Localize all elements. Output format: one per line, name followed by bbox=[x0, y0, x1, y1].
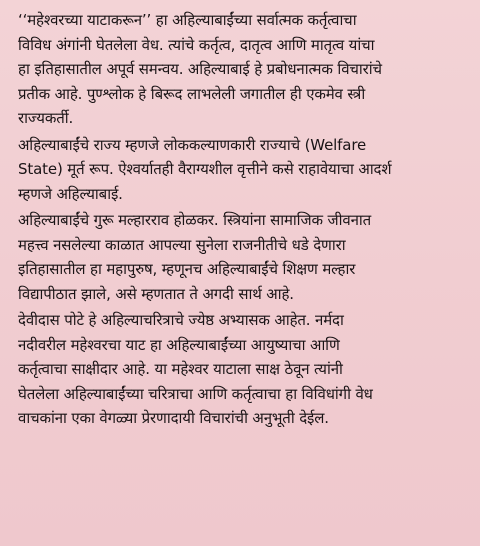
text-line: विविध अंगांनी घेतलेला वेध. त्यांचे कर्तृत्व, दातृत्व आणि मातृत्व यांचा bbox=[18, 35, 375, 54]
paragraph-book-intro bbox=[18, 8, 466, 131]
text-line: अहिल्याबाईंचे राज्य म्हणजे लोककल्याणकारी राज्याचे (Welfare bbox=[18, 135, 367, 154]
text-line: घेतलेला अहिल्याबाईंच्या चरित्राचा आणि कर्तृत्वाचा हा विविधांगी वेध bbox=[18, 384, 373, 403]
paragraph-author bbox=[18, 308, 466, 431]
text-line: राज्यकर्ती. bbox=[18, 109, 74, 127]
text-line: ‘‘महेश्वरच्या याटाकरून’’ हा अहिल्याबाईंच्या सर्वात्मक कर्तृत्वाचा bbox=[18, 11, 357, 29]
text-line: हा इतिहासातील अपूर्व समन्वय. अहिल्याबाई हे प्रबोधनात्मक विचारांचे bbox=[18, 60, 382, 78]
text-line: अहिल्याबाईंचे गुरू मल्हारराव होळकर. स्त्रियांना सामाजिक जीवनात bbox=[18, 211, 372, 229]
text-line: देवीदास पोटे हे अहिल्याचरित्राचे ज्येष्ठ अभ्यासक आहेत. नर्मदा bbox=[18, 311, 344, 329]
paragraph-welfare-state bbox=[18, 133, 466, 207]
paragraph-guru bbox=[18, 208, 466, 306]
text-line: इतिहासातील हा महापुरुष, म्हणूनच अहिल्याबाईंचे शिक्षण मल्हार bbox=[18, 260, 356, 278]
text-line: कर्तृत्वाचा साक्षीदार आहे. या महेश्वर याटाला साक्ष ठेवून त्यांनी bbox=[18, 360, 343, 378]
text-line: प्रतीक आहे. पुण्श्लोक हे बिरूद लाभलेली जगातील ही एकमेव स्त्री bbox=[18, 84, 366, 103]
text-line: नदीवरील महेश्वरचा याट हा अहिल्याबाईंच्या आयुष्याचा आणि bbox=[18, 335, 340, 354]
text-line: म्हणजे अहिल्याबाई. bbox=[18, 184, 123, 203]
text-line: विद्यापीठात झाले, असे म्हणतात ते अगदी सार्थ आहे. bbox=[18, 284, 294, 303]
text-line: महत्त्व नसलेल्या काळात आपल्या सुनेला राजनीतीचे धडे देणारा bbox=[18, 235, 346, 254]
text-line: State) मूर्त रूप. ऐश्वर्यातही वैराग्यशील वृत्तीने कसे राहावेयाचा आदर्श bbox=[18, 160, 392, 178]
text-line: वाचकांना एका वेगळ्या प्रेरणादायी विचारांची अनुभूती देईल. bbox=[18, 409, 329, 427]
